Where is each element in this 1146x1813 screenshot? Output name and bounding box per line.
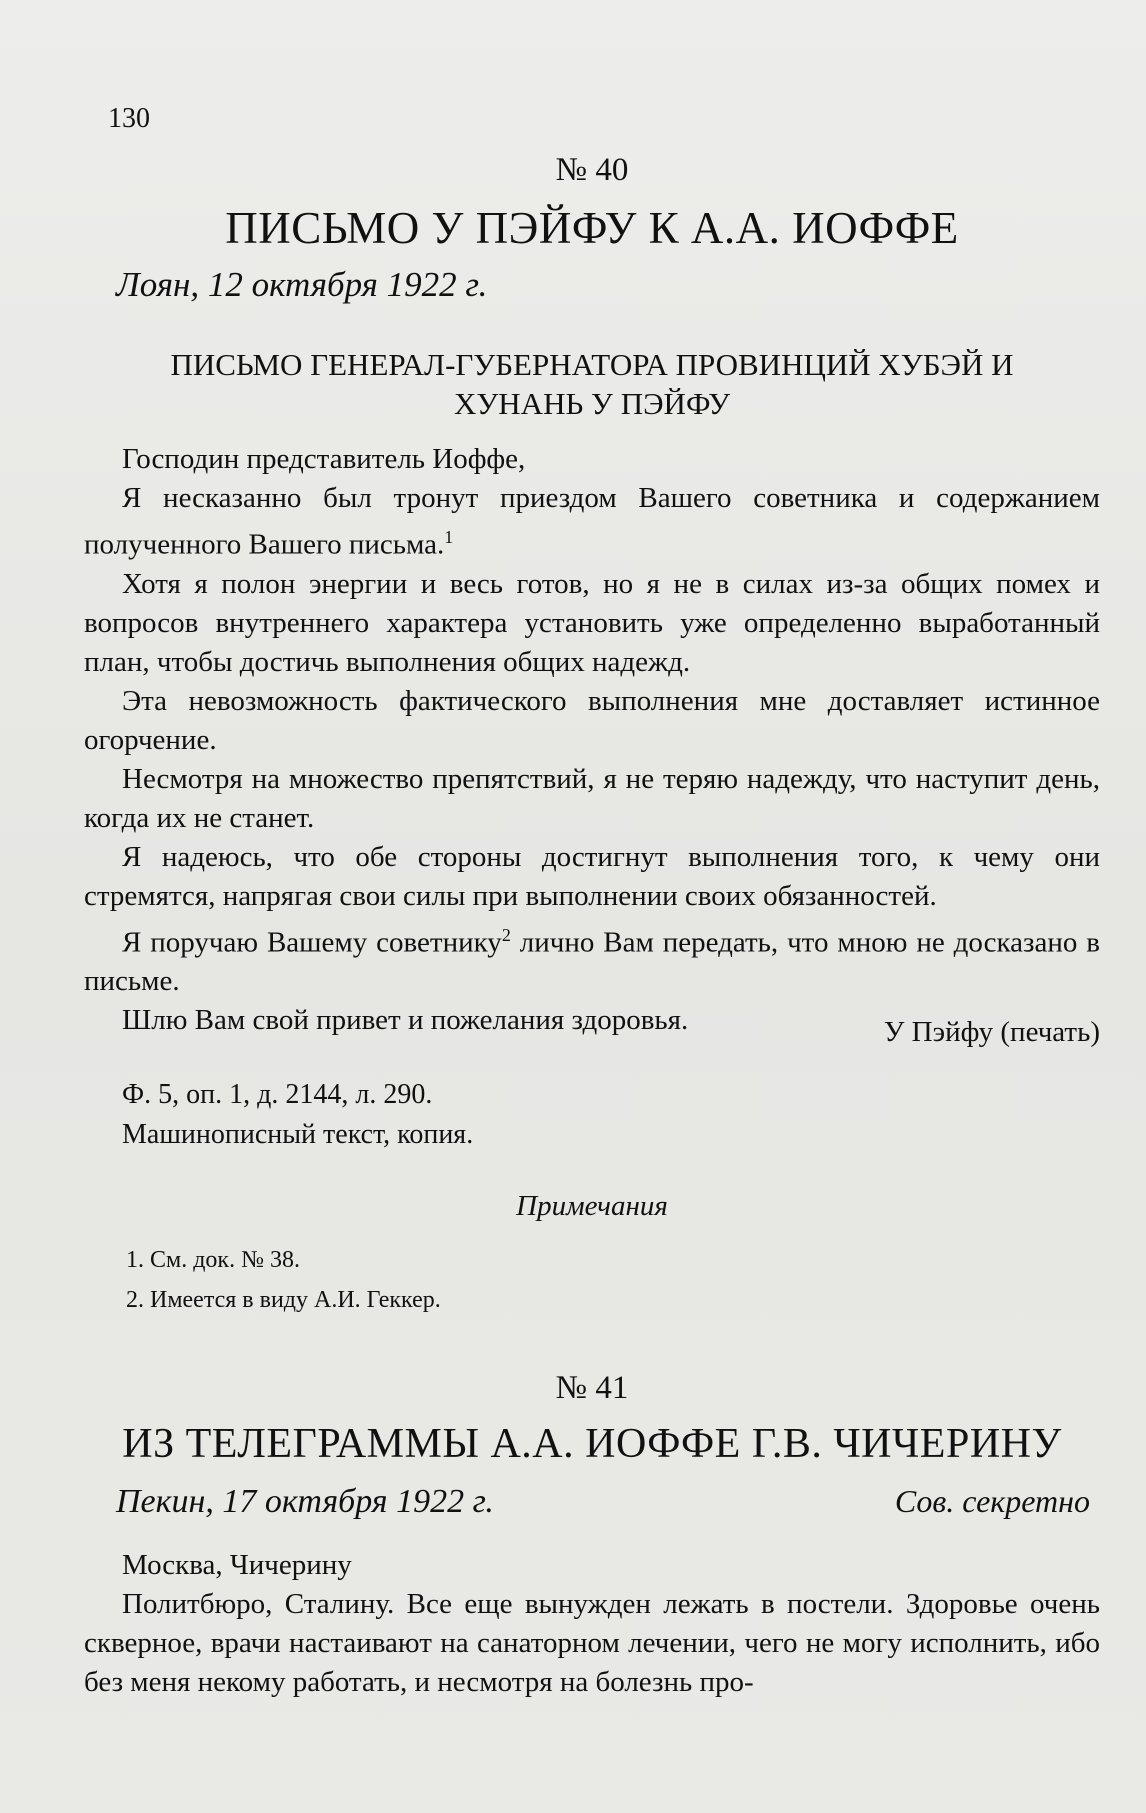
doc40-letter-body [84,440,1100,1040]
doc40-subtitle-line1: ПИСЬМО ГЕНЕРАЛ-ГУБЕРНАТОРА ПРОВИНЦИЙ ХУБЭЙ И [170,347,1014,382]
doc41-header-row [116,1483,1100,1521]
letter-paragraph: Несмотря на множество препятствий, я не теряю надежду, что наступит день, когда их не станет. [84,762,1100,834]
letter-paragraph-text: Я несказанно был тронут приездом Вашего советника и содержанием полученного Вашего письма. [84,482,1100,561]
page-number: 130 [108,103,150,134]
signature: У Пэйфу (печать) [883,1016,1100,1048]
letter-paragraph [84,479,1100,565]
classification-label: Сов. секретно [894,1483,1090,1519]
letter-paragraph [84,916,1100,1002]
letter-paragraph: Хотя я полон энергии и весь готов, но я не в силах из-за общих помех и вопросов внутреннего характера установить уже определенно выработанный план, чтобы достичь выполнения общих надежд. [84,567,1100,678]
archive-source [84,1075,1100,1155]
notes-heading: Примечания [516,1190,668,1222]
telegram-address: Москва, Чичерину [122,1549,352,1581]
note-item: 1. См. док. № 38. [126,1247,300,1273]
doc40-subtitle-line2: ХУНАНЬ У ПЭЙФУ [453,386,731,421]
footnote-ref: 1 [444,527,454,547]
telegram-text: Политбюро, Сталину. Все еще вынужден лежать в постели. Здоровье очень скверное, врачи настаивают на санаторном лечении, чего не могу исполнить, ибо без меня некому работать, и несмотря на болезнь про- [84,1588,1100,1698]
letter-paragraph: Шлю Вам свой привет и пожелания здоровья. [122,1004,689,1037]
letter-paragraph: Я надеюсь, что обе стороны достигнут выполнения того, к чему они стремятся, напрягая свои силы при выполнении своих обязанностей. [84,840,1100,912]
footnote-ref: 2 [501,924,511,945]
notes-list [84,1240,1100,1320]
letter-paragraph: Эта невозможность фактического выполнения мне доставляет истинное огорчение. [84,684,1100,756]
doc41-place-date: Пекин, 17 октября 1922 г. [116,1483,494,1520]
archive-copy-type: Машинописный текст, копия. [122,1119,474,1150]
letter-paragraph-text: лично Вам передать, что мною не досказано в письме. [84,926,1101,998]
archive-reference: Ф. 5, оп. 1, д. 2144, л. 290. [122,1079,433,1110]
note-item: 2. Имеется в виду А.И. Геккер. [126,1287,441,1313]
doc41-title: ИЗ ТЕЛЕГРАММЫ А.А. ИОФФЕ Г.В. ЧИЧЕРИНУ [122,1421,1062,1467]
salutation: Господин представитель Иоффе, [122,443,526,475]
doc40-subtitle [84,345,1100,423]
letter-paragraph-text: Я поручаю Вашему советнику [122,926,502,959]
doc40-number: № 40 [555,152,629,188]
doc41-number: № 41 [555,1370,629,1406]
doc41-telegram-body [84,1546,1100,1702]
doc40-place-date: Лоян, 12 октября 1922 г. [116,265,488,304]
doc40-title: ПИСЬМО У ПЭЙФУ К А.А. ИОФФЕ [225,203,959,253]
